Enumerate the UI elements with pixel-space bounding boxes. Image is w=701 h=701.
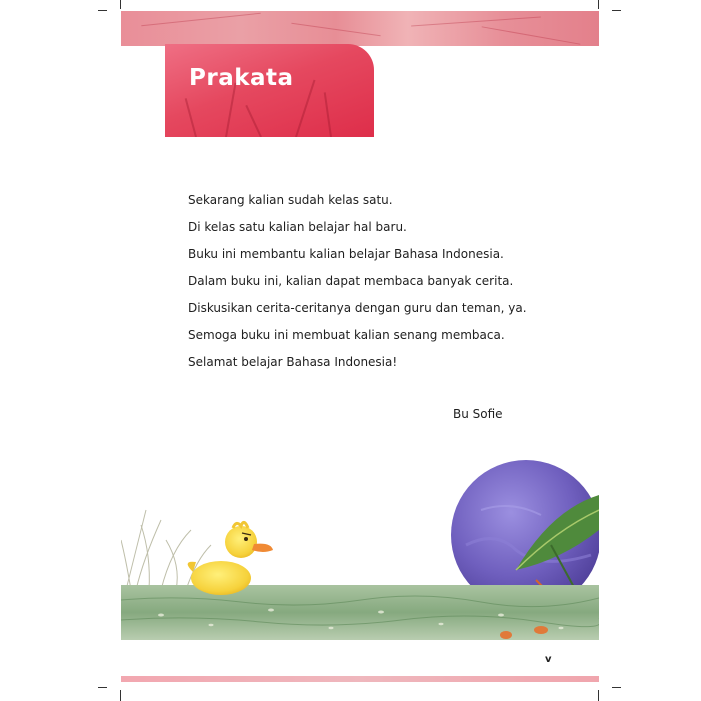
crop-mark xyxy=(612,10,621,11)
duck-pond-illustration xyxy=(121,450,599,650)
crop-mark xyxy=(612,687,621,688)
crop-mark xyxy=(598,690,599,701)
body-line: Semoga buku ini membuat kalian senang membaca. xyxy=(188,328,505,342)
page-title: Prakata xyxy=(189,65,294,91)
crop-mark xyxy=(598,0,599,9)
pond xyxy=(121,585,599,640)
page-number: v xyxy=(545,654,552,665)
body-line: Diskusikan cerita-ceritanya dengan guru dan teman, ya. xyxy=(188,301,527,315)
header-decorative-band xyxy=(121,11,599,46)
body-line: Buku ini membantu kalian belajar Bahasa Indonesia. xyxy=(188,247,504,261)
crop-mark xyxy=(98,10,107,11)
body-line: Di kelas satu kalian belajar hal baru. xyxy=(188,220,407,234)
crop-mark xyxy=(120,690,121,701)
crop-mark xyxy=(98,687,107,688)
body-line: Selamat belajar Bahasa Indonesia! xyxy=(188,355,398,369)
body-line: Sekarang kalian sudah kelas satu. xyxy=(188,193,393,207)
body-line: Dalam buku ini, kalian dapat membaca banyak cerita. xyxy=(188,274,514,288)
crop-mark xyxy=(120,0,121,9)
footer-decorative-band xyxy=(121,676,599,682)
signature: Bu Sofie xyxy=(453,407,503,421)
